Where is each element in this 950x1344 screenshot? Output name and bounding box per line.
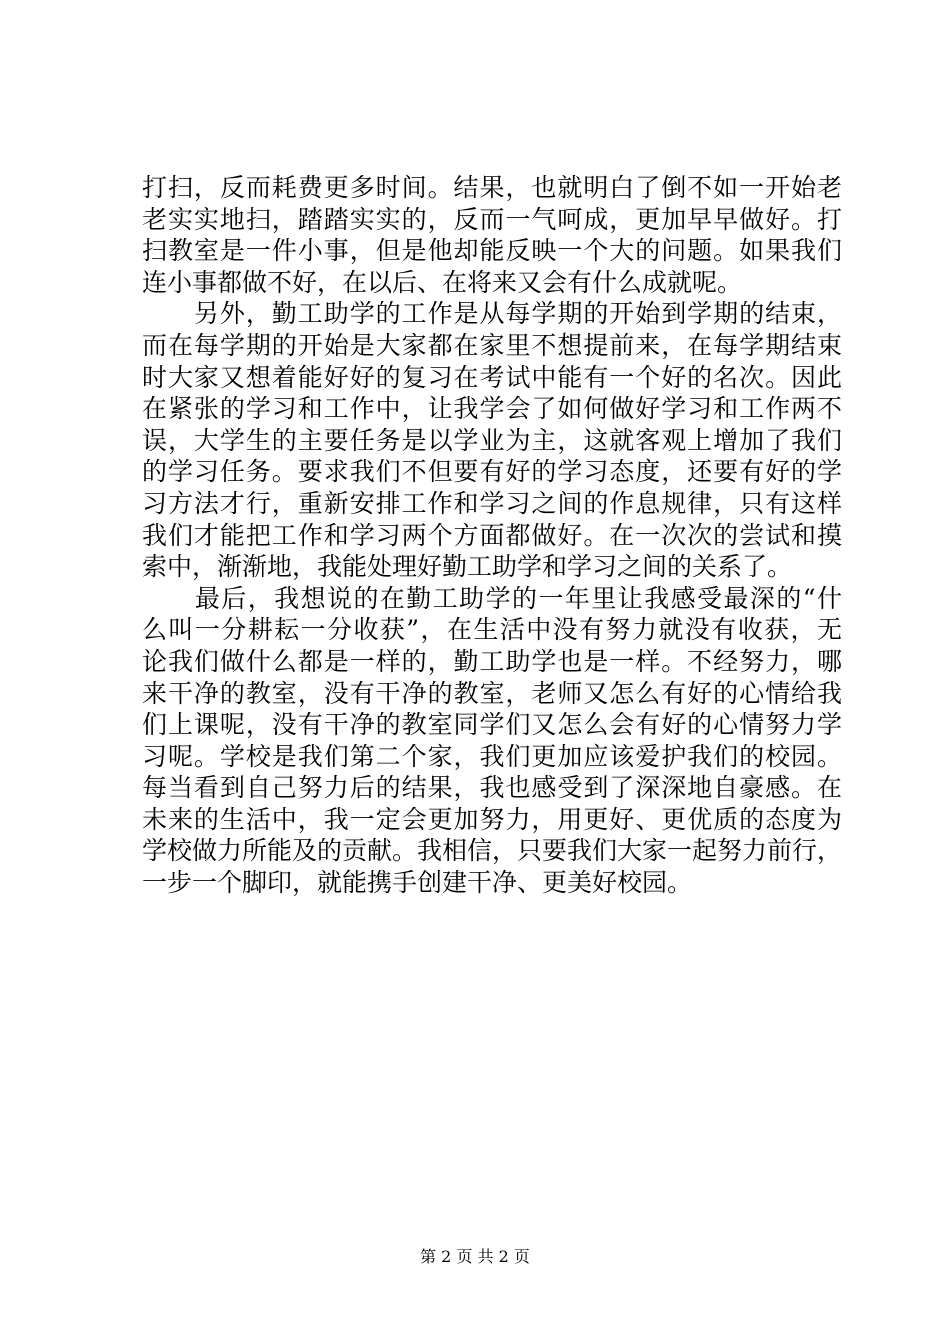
text-line: 而在每学期的开始是大家都在家里不想提前来，在每学期结束	[142, 330, 842, 360]
text-line: 们上课呢，没有干净的教室同学们又怎么会有好的心情努力学	[142, 710, 842, 740]
text-line: 最后，我想说的在勤工助学的一年里让我感受最深的“什	[142, 583, 842, 613]
text-line: 扫教室是一件小事，但是他却能反映一个大的问题。如果我们	[142, 236, 842, 266]
paragraph-2	[142, 298, 842, 582]
text-line: 另外，勤工助学的工作是从每学期的开始到学期的结束，	[142, 299, 842, 329]
paragraph-1	[142, 172, 842, 298]
text-line: 习方法才行，重新安排工作和学习之间的作息规律，只有这样	[142, 488, 842, 518]
text-line: 连小事都做不好，在以后、在将来又会有什么成就呢。	[142, 267, 743, 297]
text-line: 每当看到自己努力后的结果，我也感受到了深深地自豪感。在	[142, 773, 842, 803]
text-line: 来干净的教室，没有干净的教室，老师又怎么有好的心情给我	[142, 678, 842, 708]
text-line: 误，大学生的主要任务是以学业为主，这就客观上增加了我们	[142, 425, 842, 455]
page-number-footer: 第 2 页 共 2 页	[420, 1247, 530, 1266]
text-line: 么叫一分耕耘一分收获”，在生活中没有努力就没有收获，无	[142, 615, 842, 645]
text-line: 未来的生活中，我一定会更加努力，用更好、更优质的态度为	[142, 804, 842, 834]
document-body	[142, 172, 842, 899]
text-line: 在紧张的学习和工作中，让我学会了如何做好学习和工作两不	[142, 394, 842, 424]
text-line: 我们才能把工作和学习两个方面都做好。在一次次的尝试和摸	[142, 520, 842, 550]
text-line: 习呢。学校是我们第二个家，我们更加应该爱护我们的校园。	[142, 741, 842, 771]
text-line: 打扫，反而耗费更多时间。结果，也就明白了倒不如一开始老	[142, 173, 842, 202]
text-line: 时大家又想着能好好的复习在考试中能有一个好的名次。因此	[142, 362, 842, 392]
text-line: 一步一个脚印，就能携手创建干净、更美好校园。	[142, 868, 693, 898]
text-line: 学校做力所能及的贡献。我相信，只要我们大家一起努力前行，	[142, 836, 843, 866]
text-line: 索中，渐渐地，我能处理好勤工助学和学习之间的关系了。	[142, 552, 793, 582]
text-line: 老实实地扫，踏踏实实的，反而一气呵成，更加早早做好。打	[142, 204, 842, 234]
text-line: 的学习任务。要求我们不但要有好的学习态度，还要有好的学	[142, 457, 842, 487]
text-line: 论我们做什么都是一样的，勤工助学也是一样。不经努力，哪	[142, 646, 842, 676]
paragraph-3	[142, 583, 842, 899]
